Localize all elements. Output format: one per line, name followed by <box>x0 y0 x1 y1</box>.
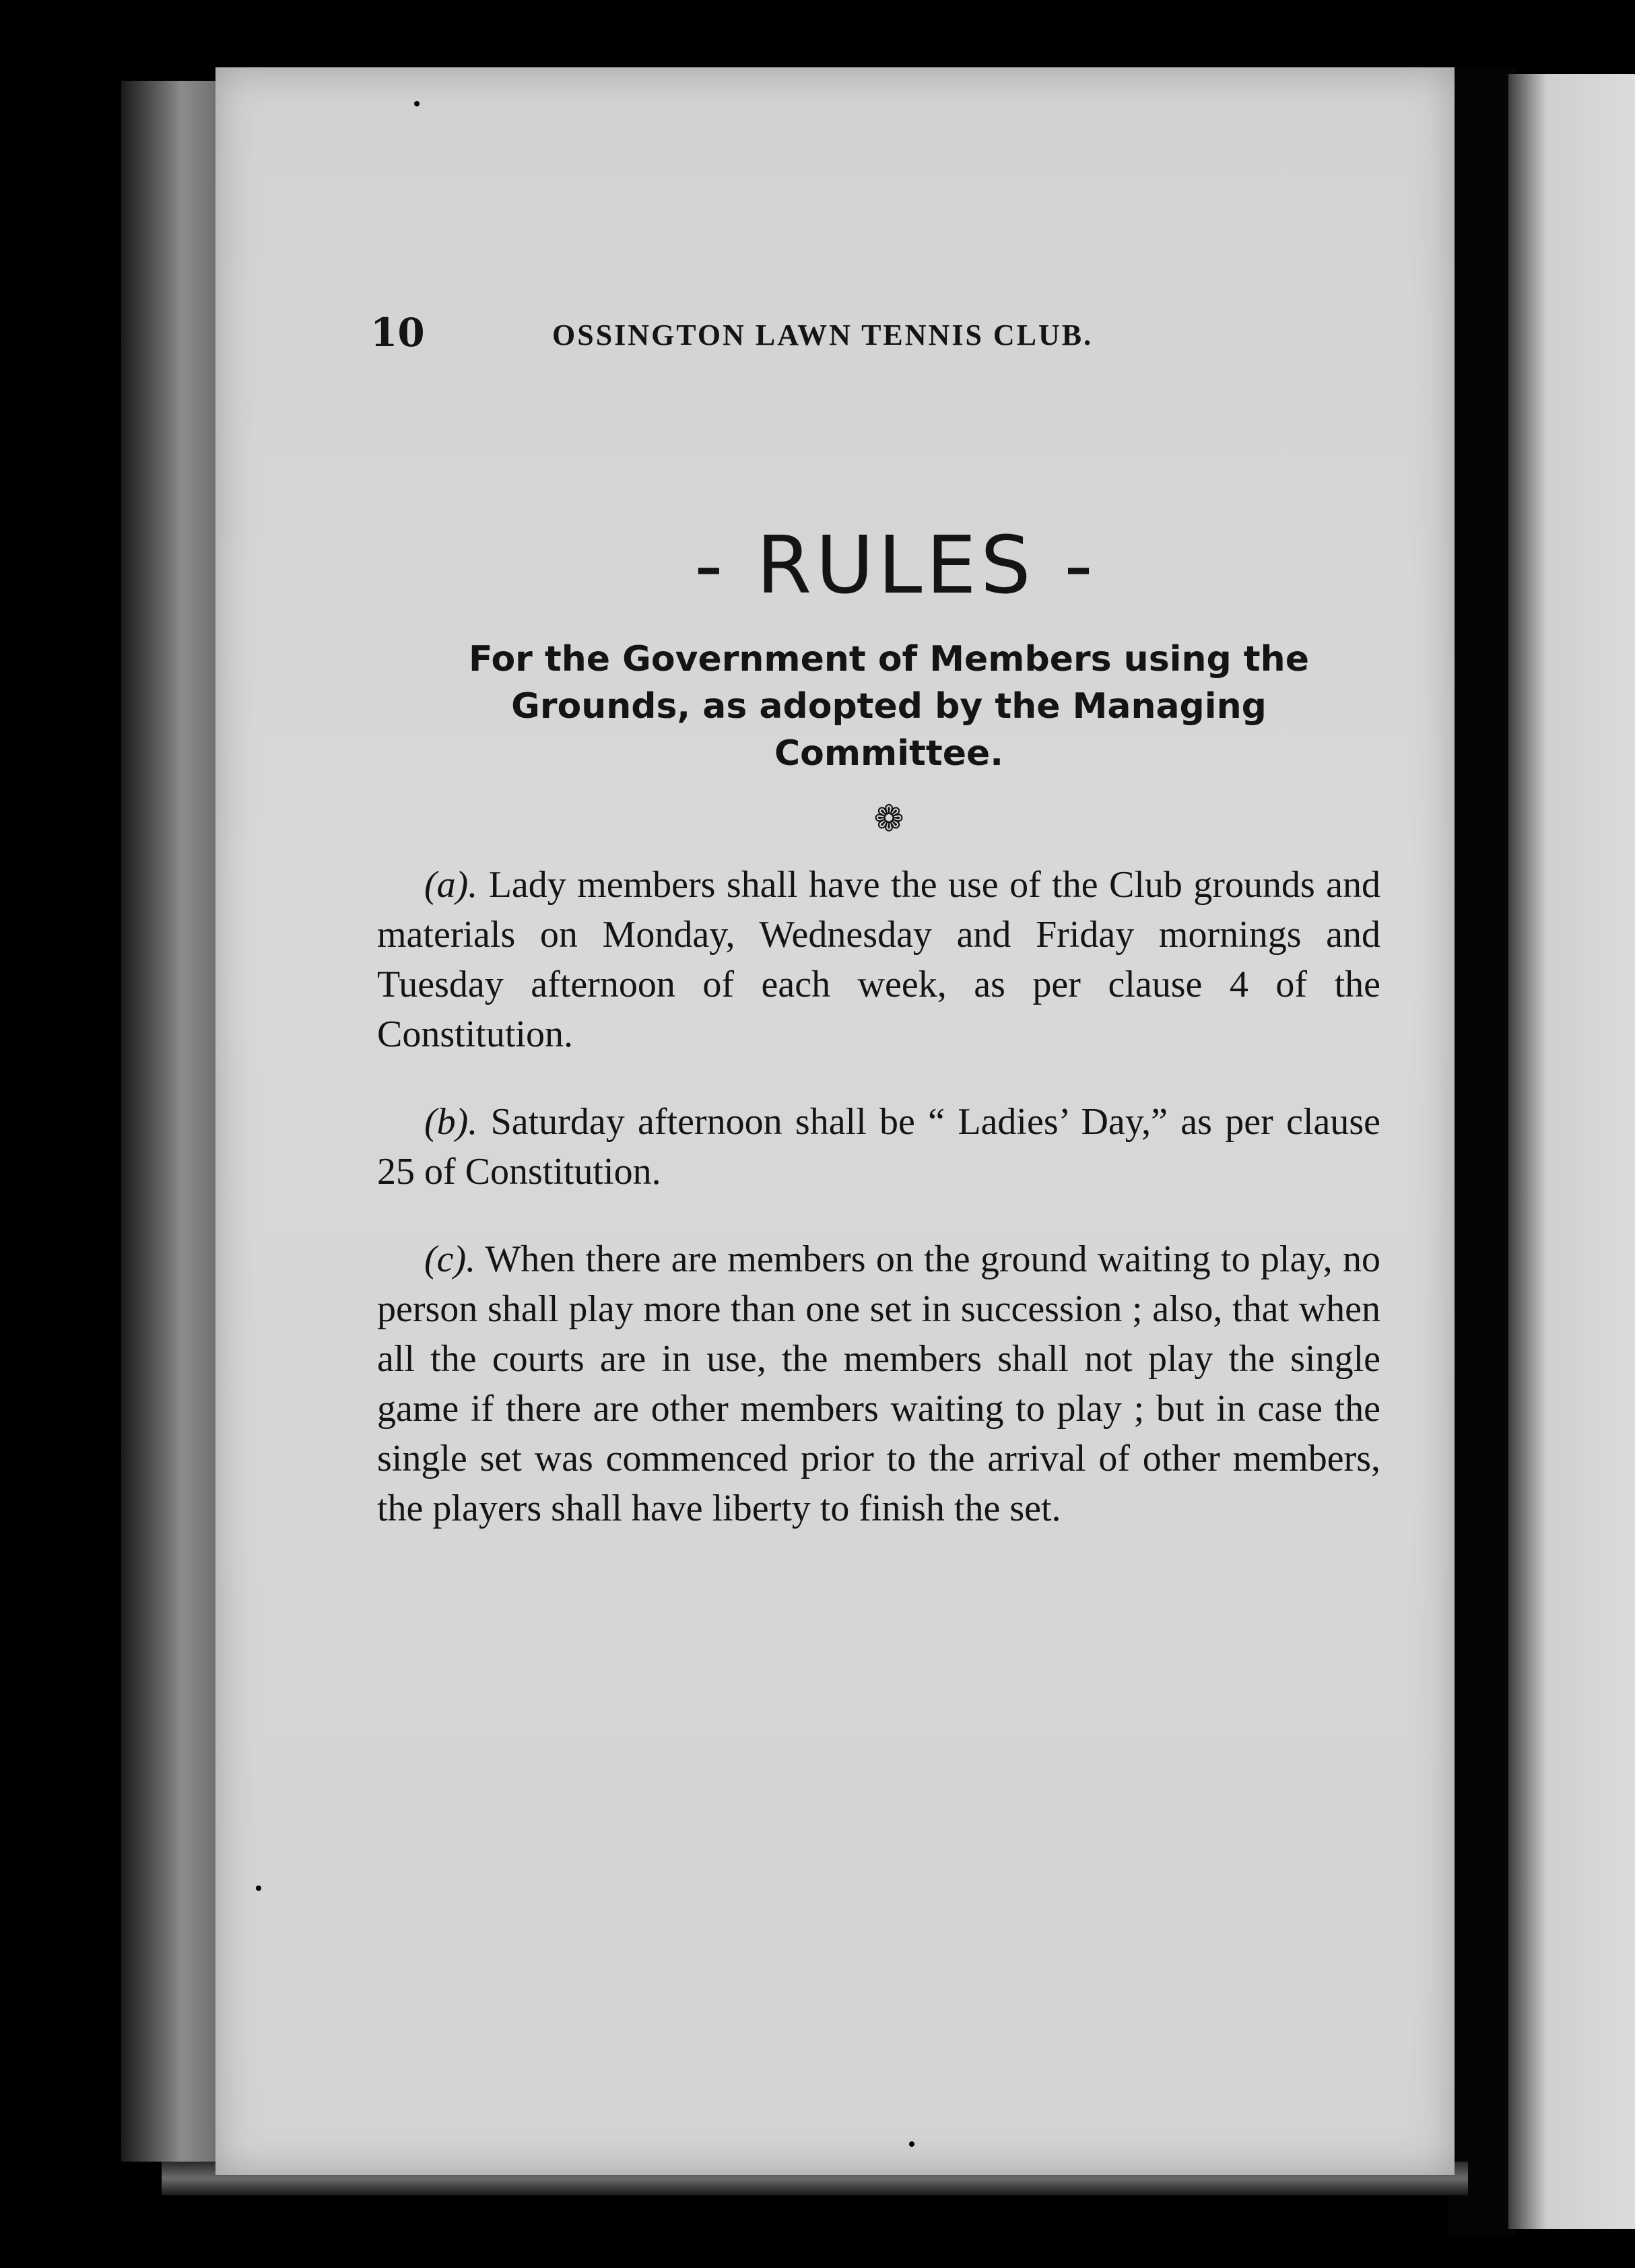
rule-text: Lady members shall have the use of the Club grounds and materials on Monday, Wednesday and Friday mornings and Tuesday afternoon of each week, as per clause 4 of the Constitution. <box>377 864 1381 1055</box>
print-speck <box>414 101 420 106</box>
rule-b <box>370 1097 1380 1197</box>
rule-c <box>370 1234 1380 1533</box>
book-page <box>215 67 1455 2175</box>
print-speck <box>256 1886 261 1891</box>
page-number: 10 <box>370 310 425 356</box>
rules-heading: - RULES - <box>694 519 1097 611</box>
rule-text: When there are members on the ground waiting to play, no person shall play more than one set in succession ; also, that when all the courts are in use, the members shall not play the single game if there are other members waiting to play ; but in case the single set was commenced prior to the arrival of other members, the players shall have liberty to finish the set. <box>377 1238 1380 1529</box>
rule-text: Saturday afternoon shall be “ Ladies’ Day,” as per clause 25 of Constitution. <box>377 1101 1381 1193</box>
print-speck <box>909 2141 914 2147</box>
rule-label: (c). <box>424 1238 476 1280</box>
page-gutter <box>1448 67 1515 2236</box>
rule-label: (a). <box>424 864 478 906</box>
rules-subtitle: For the Government of Members using the Grounds, as adopted by the Managing Committee. <box>469 639 1309 774</box>
flower-ornament-icon: ❁ <box>873 797 904 840</box>
page-content <box>370 310 1380 1571</box>
rule-a <box>370 860 1380 1059</box>
rule-label: (b). <box>424 1101 478 1143</box>
running-head: OSSINGTON LAWN TENNIS CLUB. <box>552 319 1094 352</box>
facing-page-edge <box>1508 74 1635 2229</box>
page-header <box>370 310 1380 364</box>
book-spine <box>121 81 222 2162</box>
